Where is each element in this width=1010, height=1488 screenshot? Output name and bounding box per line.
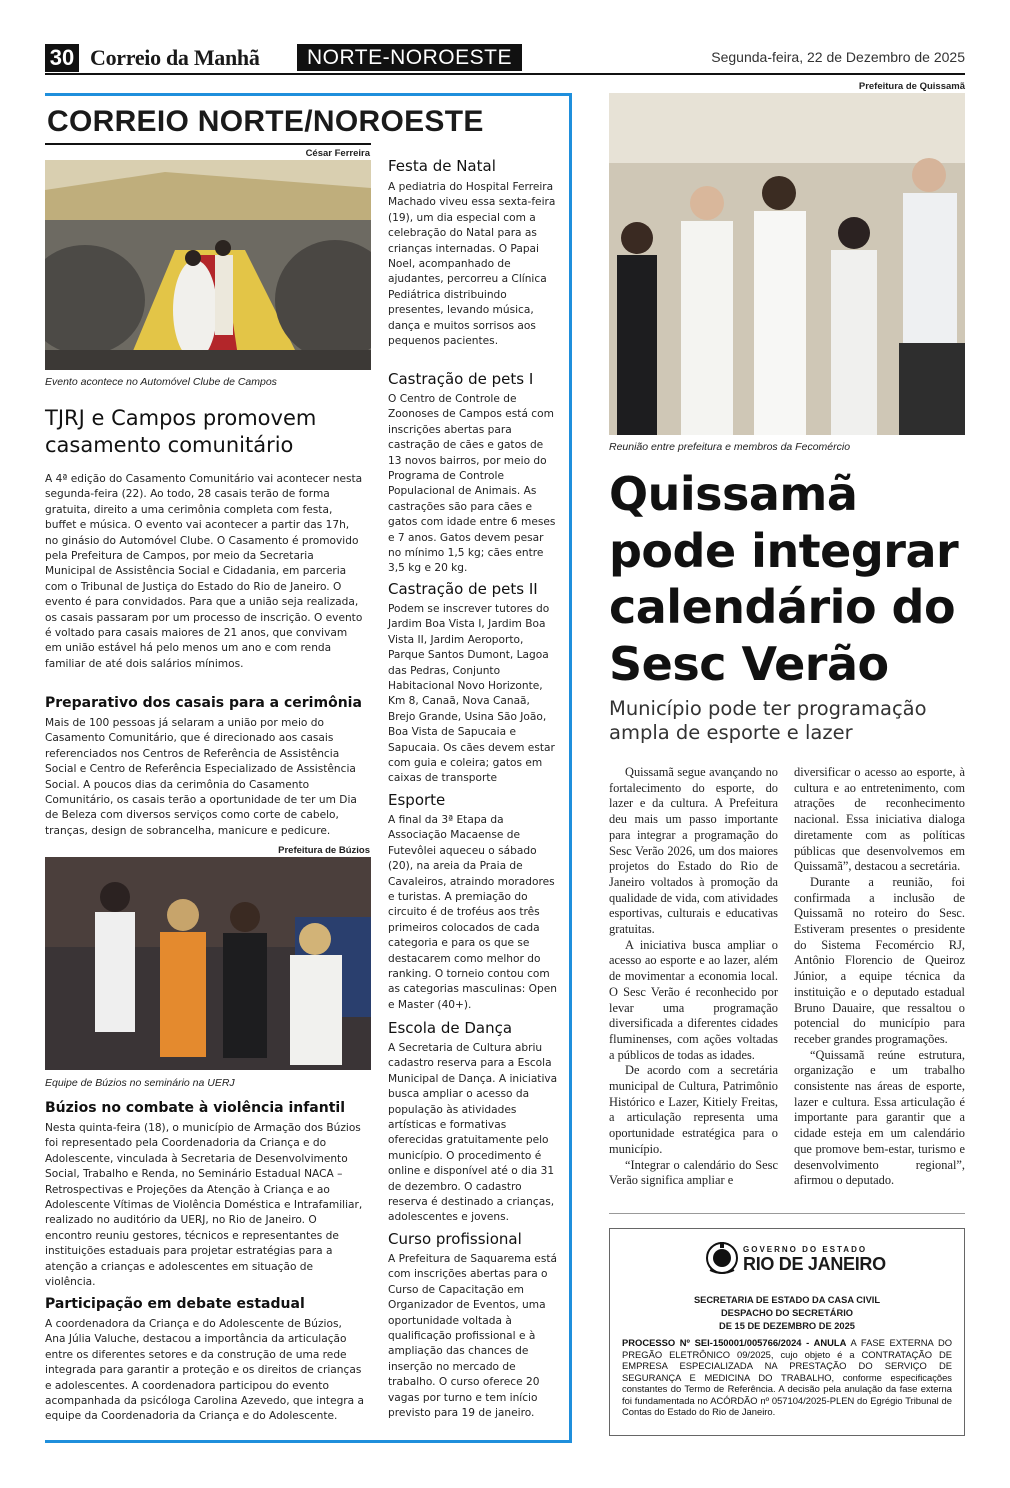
meeting-photo — [609, 93, 965, 435]
legal-head-3: DE 15 DE DEZEMBRO DE 2025 — [719, 1321, 855, 1331]
paragraph: A iniciativa busca ampliar o acesso ao esporte e ao lazer, além de movimentar a economia local. O Sesc Verão é reconhecido por levar uma programação diversificada a diferentes cidades fluminenses, com ações voltadas a públicos de todas as idades. — [609, 937, 778, 1062]
gov-label: GOVERNO DO ESTADO — [743, 1245, 868, 1254]
note-title: Castração de pets I — [388, 370, 534, 388]
caption-buzios: Equipe de Búzios no seminário na UERJ — [45, 1077, 235, 1089]
subhead-preparativo: Preparativo dos casais para a cerimônia — [45, 695, 362, 711]
paragraph: “Integrar o calendário do Sesc Verão significa ampliar e — [609, 1157, 778, 1188]
photo-credit-quissama: Prefeitura de Quissamã — [858, 81, 965, 92]
note-title: Curso profissional — [388, 1230, 522, 1248]
note-title: Esporte — [388, 791, 446, 809]
photo-credit-wedding: César Ferreira — [305, 148, 370, 159]
paragraph: Quissamã segue avançando no fortalecimento do esporte, do lazer e da cultura. A Prefeitura deu mais um passo importante para integrar a programação do Sesc Verão 2026, um dos maiores projetos do Estado do Rio de Janeiro voltados à promoção da qualidade de vida, com atividades esportivas, culturais e educativas gratuitas. — [609, 765, 778, 937]
paragraph: “Quissamã reúne estrutura, organização e um trabalho consistente nas áreas de esporte, lazer e cultura. Essa articulação é importante para garantir que a cidade esteja em um calendário que promove bem-estar, turismo e desenvolvimento regional”, afirmou o deputado. — [794, 1047, 965, 1188]
caption-meeting: Reunião entre prefeitura e membros da Fecomércio — [609, 441, 851, 453]
blue-frame-top — [45, 93, 572, 96]
legal-head-2: DESPACHO DO SECRETÁRIO — [720, 1308, 854, 1318]
main-headline: Quissamã pode integrar calendário do Sesc Verão — [609, 467, 959, 691]
body-preparativo: Mais de 100 pessoas já selaram a união por meio do Casamento Comunitário, que é direcionado aos casais referenciados nos Centros de Referência de Assistência Social e Centro de Referência Especializado de Assistência Social. A poucos dias da cerimônia do Casamento Comunitário, os casais terão a oportunidade de ter um Dia de Beleza com diversos serviços como corte de cabelo, tranças, design de sobrancelha, manicure e pedicure. — [45, 717, 357, 837]
wedding-photo — [45, 160, 371, 370]
issue-date: Segunda-feira, 22 de Dezembro de 2025 — [711, 49, 965, 65]
newspaper-logo: Correio da Manhã — [90, 45, 260, 70]
section-label: NORTE-NOROESTE — [297, 44, 522, 71]
gov-state-name: RIO DE JANEIRO — [743, 1254, 886, 1274]
buzios-team-photo — [45, 857, 371, 1070]
note-text: A final da 3ª Etapa da Associação Macaense de Futevôlei aqueceu o sábado (20), na areia da Praia de Cavaleiros, atraindo moradores e turistas. A premiação do circuito é de troféus aos três primeiros colocados de cada categoria e para os que se destacarem como melhor do ranking. O torneio contou com as categorias masculinas: Open e Master (40+). — [388, 814, 557, 1011]
paragraph: Durante a reunião, foi confirmada a inclusão de Quissamã no roteiro do Sesc. Estiveram presentes o presidente do Sistema Fecomércio RJ, Antônio Florencio de Queiroz Júnior, a equipe técnica da instituição e o deputado estadual Bruno Dauaire, que ressaltou o potencial do município para receber grandes programações. — [794, 874, 965, 1046]
process-label: PROCESSO Nº SEI-150001/005766/2024 - ANULA — [622, 1337, 847, 1348]
legal-text — [622, 1337, 952, 1418]
note-text: O Centro de Controle de Zoonoses de Campos está com inscrições abertas para castração de cães e gatos de 13 novos bairros, por meio do Programa de Controle Populacional de Animais. As castrações são para cães e gatos com idade entre 6 meses e 7 anos. Gatos devem pesar no mínimo 1,5 kg; cães entre 3,5 kg e 20 kg. — [388, 393, 556, 575]
photo-credit-buzios: Prefeitura de Búzios — [278, 845, 370, 856]
header-rule — [45, 73, 965, 75]
legal-head-1: SECRETARIA DE ESTADO DA CASA CIVIL — [693, 1295, 881, 1305]
note-text: A Prefeitura de Saquarema está com inscrições abertas para o Curso de Capacitação em Organizador de Eventos, uma oportunidade voltada à qualificação profissional e à ampliação das chances de inserção no mercado de trabalho. O curso oferece 20 vagas por turno e tem início previsto para 19 de janeiro. — [388, 1253, 557, 1420]
body-debate: A coordenadora da Criança e do Adolescente de Búzios, Ana Júlia Valuche, destacou a importância da articulação entre os diferentes setores e da construção de uma rede integrada para garantir a proteção e os direitos de crianças e adolescentes. A coordenadora participou do evento acompanhada da psicóloga Carolina Azevedo, que integra a equipe da Coordenadoria da Criança e do Adolescente. — [45, 1318, 365, 1423]
page-number: 30 — [45, 44, 79, 72]
blue-frame-right — [569, 93, 572, 1443]
section-title: CORREIO NORTE/NOROESTE — [47, 105, 484, 138]
note-title: Escola de Dança — [388, 1019, 513, 1037]
subhead-buzios: Búzios no combate à violência infantil — [45, 1100, 346, 1116]
note-text: A pediatria do Hospital Ferreira Machado viveu essa sexta-feira (19), um dia especial com a celebração do Natal para as crianças internadas. O Papai Noel, acompanhado de ajudantes, percorreu a Clínica Pediátrica distribuindo presentes, levando música, dança e muitos sorrisos aos pequenos pacientes. — [388, 181, 556, 348]
blue-frame-bottom — [45, 1440, 572, 1443]
paragraph: De acordo com a secretária municipal de Cultura, Patrimônio Histórico e Lazer, Kitiely Freitas, a articulação representa uma oportunidade estratégica para o município. — [609, 1063, 778, 1156]
subhead-debate: Participação em debate estadual — [45, 1296, 305, 1312]
body-wedding: A 4ª edição do Casamento Comunitário vai acontecer nesta segunda-feira (22). Ao todo, 28 casais terão de forma gratuita, direito a uma cerimônia completa com festa, buffet e música. O evento vai acontecer a partir das 17h, no ginásio do Automóvel Clube. O Casamento é promovido pela Prefeitura de Campos, por meio da Secretaria Municipal de Assistência Social e Cidadania, em parceria com o Tribunal de Justiça do Estado do Rio de Janeiro. O evento é para convidados. Para que a união seja realizada, os casais passaram por um processo de inscrição. O evento é voltado para casais maiores de 21 anos, que convivam em união estável há pelo menos um ano e com renda familiar de até dois salários mínimos. — [45, 473, 363, 670]
state-coat-of-arms-icon — [705, 1240, 739, 1280]
section-title-rule — [45, 143, 371, 145]
paragraph: diversificar o acesso ao esporte, à cultura e ao entretenimento, com atrações de reconhecimento nacional. Essa iniciativa dialoga diretamente com as políticas públicas que desenvolvemos em Quissamã”, destacou a secretária. — [794, 765, 965, 874]
article-column-2 — [794, 765, 965, 1189]
note-text: Podem se inscrever tutores do Jardim Boa Vista I, Jardim Boa Vista II, Jardim Aeroporto, Parque Santos Dumont, Lagoa das Pedras, Conjunto Habitacional Novo Horizonte, Km 8, Canaã, Nova Canaã, Brejo Grande, Usina São João, Boa Vista de Sapucaia e Sapucaia. Os cães devem estar com guia e coleira; gatos em caixas de transporte — [388, 603, 555, 785]
note-title: Castração de pets II — [388, 580, 538, 598]
caption-wedding: Evento acontece no Automóvel Clube de Campos — [45, 376, 277, 388]
article-end-rule — [609, 1213, 965, 1214]
headline-wedding: TJRJ e Campos promovem casamento comunitário — [45, 406, 317, 457]
legal-body: A FASE EXTERNA DO PREGÃO ELETRÔNICO 09/2025, cujo objeto é a CONTRATAÇÃO DE EMPRESA ESPECIALIZADA NA PRESTAÇÃO DO SERVIÇO DE SEGURANÇA E MEDICINA DO TRABALHO, conforme especificações constantes do Termo de Referência. A decisão pela anulação da fase externa foi fundamentada no ACÓRDÃO nº 057104/2025-PLEN do Egrégio Tribunal de Contas do Estado do Rio de Janeiro. — [622, 1337, 953, 1417]
body-buzios: Nesta quinta-feira (18), o município de Armação dos Búzios foi representado pela Coordenadoria da Criança e do Adolescente, vinculada à Secretaria de Desenvolvimento Social, Trabalho e Renda, no Seminário Estadual NACA – Retrospectivas e Projeções da Atenção à Criança e ao Adolescente Vítimas de Violência Doméstica e Intrafamiliar, realizado no auditório da UERJ, no Rio de Janeiro. O encontro reuniu gestores, técnicos e representantes de instituições estaduais para projetar estratégias para a atenção a crianças e adolescentes em situação de violência. — [45, 1122, 363, 1289]
article-column-1 — [609, 765, 778, 1189]
note-title: Festa de Natal — [388, 157, 496, 175]
main-subheadline: Município pode ter programação ampla de esporte e lazer — [609, 697, 927, 744]
note-text: A Secretaria de Cultura abriu cadastro reserva para a Escola Municipal de Dança. A iniciativa busca ampliar o acesso da população às atividades artísticas e formativas oferecidas gratuitamente pelo município. O procedimento é online e disponível até o dia 31 de dezembro. O cadastro reserva é destinado a crianças, adolescentes e jovens. — [388, 1042, 558, 1224]
